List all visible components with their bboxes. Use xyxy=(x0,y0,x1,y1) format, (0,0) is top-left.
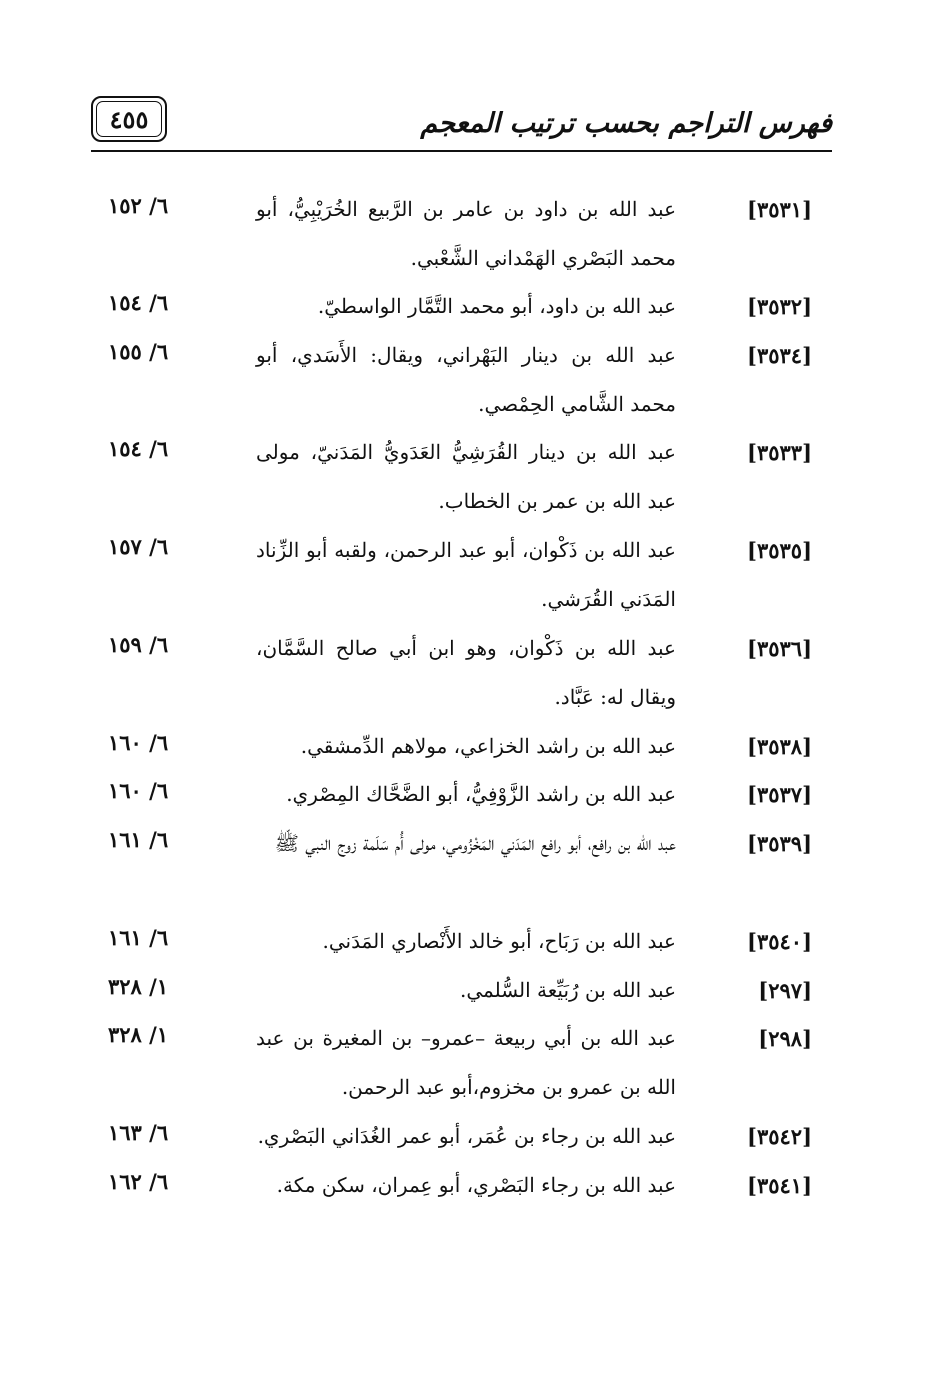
entry-number: [٣٥٣٥] xyxy=(747,538,812,563)
entry-number: [٣٥٤٠] xyxy=(747,929,812,954)
entry-text: عبد الله بن داود، أبو محمد التَّمَّار الواسطيّ. xyxy=(317,294,676,318)
entry-reference: ٦/ ١٦٣ xyxy=(108,1120,169,1145)
entry-text: عبد الله بن أبي ربيعة –عمرو– بن المغيرة بن عبد الله بن عمرو بن مخزوم،أبو عبد الرحمن. xyxy=(256,1026,676,1099)
entry-reference: ١/ ٣٢٨ xyxy=(108,974,169,999)
entry-number: [٣٥٣٩] xyxy=(747,831,812,856)
entry-reference: ٦/ ١٦٠ xyxy=(108,778,169,803)
entry-number: [٣٥٤٢] xyxy=(747,1124,812,1149)
entry-reference: ٦/ ١٦١ xyxy=(108,827,169,852)
entry-reference: ٦/ ١٥٥ xyxy=(108,339,169,364)
entry-text: عبد الله بن ذَكْوان، وهو ابن أبي صالح السَّمَّان، ويقال له: عَبَّاد. xyxy=(256,636,676,709)
entry-text: عبد الله بن ذَكْوان، أبو عبد الرحمن، ولقبه أبو الزِّناد المَدَني القُرَشي. xyxy=(256,538,676,611)
entry-text: عبد الله بن راشد الزَّوْفِيُّ، أبو الضَّحَّاك المِصْري. xyxy=(286,782,676,806)
entry-number: [٣٥٣٤] xyxy=(747,343,812,368)
entry-text: عبد الله بن رَبَاح، أبو خالد الأَنْصاري المَدَني. xyxy=(322,929,676,953)
entry-number: [٣٥٣٣] xyxy=(747,440,812,465)
entry-number: [٣٥٣١] xyxy=(747,197,812,222)
entry-reference: ٦/ ١٥٤ xyxy=(108,290,169,315)
entry-reference: ٦/ ١٦٢ xyxy=(108,1169,169,1194)
page-number: ٤٥٥ xyxy=(109,104,149,134)
entry-reference: ١/ ٣٢٨ xyxy=(108,1022,169,1047)
page-title: فهرس التراجم بحسب ترتيب المعجم xyxy=(420,108,832,139)
entry-number: [٣٥٣٨] xyxy=(747,734,812,759)
entry-text: عبد الله بن دينار البَهْراني، ويقال: الأَسَدي، أبو محمد الشَّامي الحِمْصي. xyxy=(256,343,676,416)
entry-text: عبد الله بن رجاء البَصْري، أبو عِمران، سكن مكة. xyxy=(276,1173,676,1197)
entry-reference: ٦/ ١٥٧ xyxy=(108,534,169,559)
entry-text: عبد الله بن رجاء بن عُمَر، أبو عمر الغُدَاني البَصْري. xyxy=(257,1124,676,1148)
entry-reference: ٦/ ١٥٤ xyxy=(108,436,169,461)
entry-number: [٢٩٧] xyxy=(758,978,812,1003)
entry-text: عبد الله بن رافع، أبو رافع المَدَني المَخْزُومي، مولى أُم سَلَمة زوج النبي ﷺ xyxy=(274,831,676,855)
entry-reference: ٦/ ١٥٢ xyxy=(108,193,169,218)
entry-reference: ٦/ ١٦١ xyxy=(108,925,169,950)
entry-number: [٣٥٤١] xyxy=(747,1173,812,1198)
entry-number: [٣٥٣٢] xyxy=(747,294,812,319)
entry-number: [٣٥٣٦] xyxy=(747,636,812,661)
entry-text: عبد الله بن رُبَيِّعة السُّلمي. xyxy=(459,978,676,1002)
entry-number: [٢٩٨] xyxy=(758,1026,812,1051)
entry-reference: ٦/ ١٥٩ xyxy=(108,632,169,657)
entry-number: [٣٥٣٧] xyxy=(747,782,812,807)
entry-text: عبد الله بن راشد الخزاعي، مولاهم الدِّمشقي. xyxy=(300,734,676,758)
page-number-frame xyxy=(91,96,167,142)
entry-text: عبد الله بن دينار القُرَشِيُّ العَدَويُّ المَدَنيّ، مولى عبد الله بن عمر بن الخطاب. xyxy=(256,440,676,513)
entry-reference: ٦/ ١٦٠ xyxy=(108,730,169,755)
entry-text: عبد الله بن داود بن عامر بن الرَّبيع الخُرَيْبِيُّ، أبو محمد البَصْري الهَمْداني الشَّعْبي. xyxy=(256,197,676,270)
